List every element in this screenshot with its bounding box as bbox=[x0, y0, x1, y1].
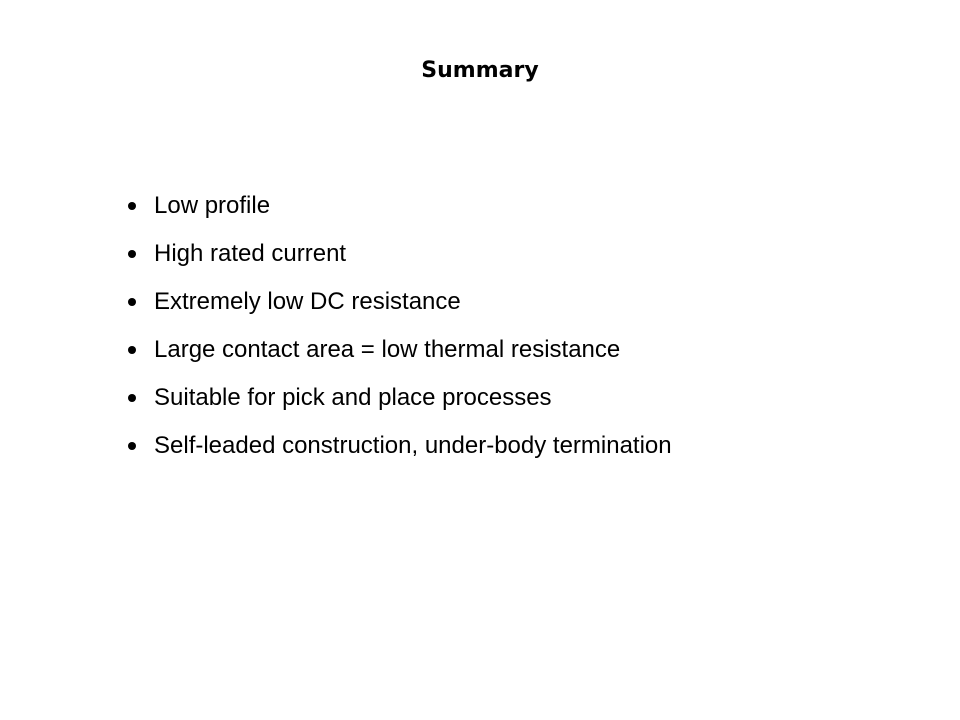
bullet-dot-icon bbox=[128, 346, 136, 354]
bullet-text: Self-leaded construction, under-body termination bbox=[154, 432, 672, 459]
bullet-item bbox=[128, 230, 672, 278]
bullet-dot-icon bbox=[128, 298, 136, 306]
bullet-text: Low profile bbox=[154, 192, 271, 219]
bullet-text: Large contact area = low thermal resistance bbox=[154, 336, 621, 363]
bullet-text: High rated current bbox=[154, 240, 347, 267]
bullet-dot-icon bbox=[128, 250, 136, 258]
bullet-item bbox=[128, 278, 672, 326]
bullet-item bbox=[128, 374, 672, 422]
bullet-dot-icon bbox=[128, 202, 136, 210]
bullet-dot-icon bbox=[128, 442, 136, 450]
bullet-text: Extremely low DC resistance bbox=[154, 288, 461, 315]
bullet-item bbox=[128, 422, 672, 470]
bullet-list bbox=[128, 182, 672, 470]
bullet-dot-icon bbox=[128, 394, 136, 402]
bullet-item bbox=[128, 326, 672, 374]
slide-title: Summary bbox=[421, 58, 539, 83]
bullet-item bbox=[128, 182, 672, 230]
bullet-text: Suitable for pick and place processes bbox=[154, 384, 552, 411]
